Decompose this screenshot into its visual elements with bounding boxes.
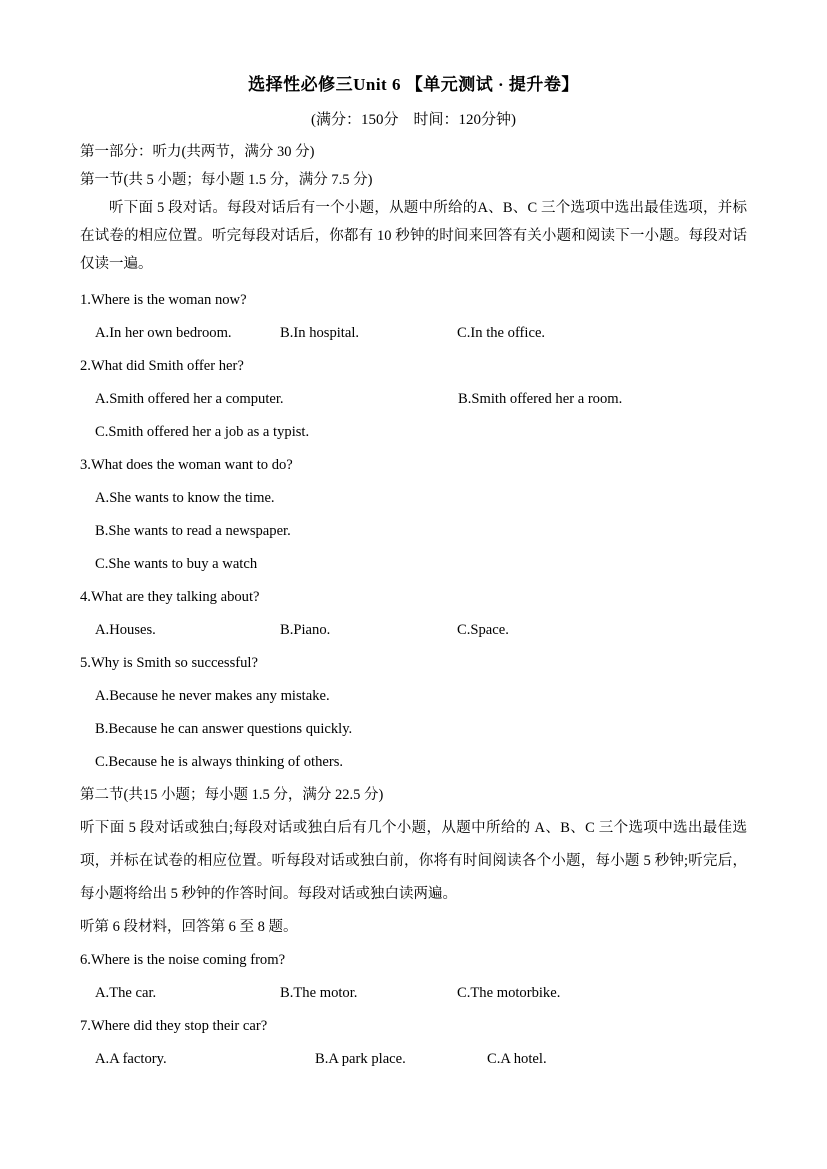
question-3-option-a-row <box>80 482 747 515</box>
question-4 <box>80 581 747 647</box>
question-4-option-c: C.Space. <box>457 622 509 638</box>
question-7-options <box>80 1043 747 1076</box>
question-7-text: 7.Where did they stop their car? <box>80 1018 268 1034</box>
question-2-text: 2.What did Smith offer her? <box>80 358 244 374</box>
section2-instructions: 听下面 5 段对话或独白;每段对话或独白后有几个小题，从题中所给的 A、B、C 三个选项中选出最佳选项，并标在试卷的相应位置。听每段对话或独白前，你将有时间阅读各个小题，每小题 5 秒钟;听完后，每小题将给出 5 秒钟的作答时间。每段对话或独白读两遍。 <box>80 820 747 902</box>
doc-title: 选择性必修三Unit 6 【单元测试 · 提升卷】 <box>248 75 579 94</box>
section1-header: 第一节(共 5 小题；每小题 1.5 分，满分 7.5 分) <box>80 172 373 188</box>
question-1-text: 1.Where is the woman now? <box>80 292 247 308</box>
question-3-option-c-row <box>80 548 747 581</box>
question-3-option-a: A.She wants to know the time. <box>95 490 275 506</box>
question-4-options <box>80 614 747 647</box>
question-6 <box>80 944 747 1010</box>
question-1 <box>80 284 747 350</box>
question-4-text: 4.What are they talking about? <box>80 589 260 605</box>
question-5-text: 5.Why is Smith so successful? <box>80 655 258 671</box>
question-6-option-b: B.The motor. <box>280 985 358 1001</box>
question-5-option-b-row <box>80 713 747 746</box>
question-2-option-b: B.Smith offered her a room. <box>458 391 623 407</box>
question-5-option-a-row <box>80 680 747 713</box>
question-2 <box>80 350 747 449</box>
section2-header: 第二节(共15 小题；每小题 1.5 分，满分 22.5 分) <box>80 787 384 803</box>
question-5-option-c: C.Because he is always thinking of others. <box>95 754 344 770</box>
question-4-option-a: A.Houses. <box>95 622 156 638</box>
question-7 <box>80 1010 747 1076</box>
question-2-options-row1 <box>80 383 747 416</box>
question-2-option-a: A.Smith offered her a computer. <box>95 391 284 407</box>
question-4-option-b: B.Piano. <box>280 622 331 638</box>
question-5-option-c-row <box>80 746 747 779</box>
question-1-options <box>80 317 747 350</box>
question-1-option-b: B.In hospital. <box>280 325 360 341</box>
question-7-option-b: B.A park place. <box>315 1051 406 1067</box>
question-7-option-a: A.A factory. <box>95 1051 167 1067</box>
question-6-option-a: A.The car. <box>95 985 157 1001</box>
question-3-option-b: B.She wants to read a newspaper. <box>95 523 291 539</box>
question-5-option-a: A.Because he never makes any mistake. <box>95 688 330 704</box>
question-7-option-c: C.A hotel. <box>487 1051 547 1067</box>
question-1-option-a: A.In her own bedroom. <box>95 325 232 341</box>
question-3-option-c: C.She wants to buy a watch <box>95 556 258 572</box>
section1-instructions: 听下面 5 段对话。每段对话后有一个小题，从题中所给的A、B、C 三个选项中选出最佳选项，并标在试卷的相应位置。听完每段对话后，你都有 10 秒钟的时间来回答有关小题和阅读下一小题。每段对话仅读一遍。 <box>80 200 747 272</box>
question-1-option-c: C.In the office. <box>457 325 546 341</box>
question-2-option-c: C.Smith offered her a job as a typist. <box>95 424 310 440</box>
part1-header: 第一部分：听力(共两节，满分 30 分) <box>80 144 315 160</box>
question-2-options-row2 <box>80 416 747 449</box>
question-3-text: 3.What does the woman want to do? <box>80 457 293 473</box>
question-6-text: 6.Where is the noise coming from? <box>80 952 286 968</box>
material-note: 听第 6 段材料，回答第 6 至 8 题。 <box>80 919 298 935</box>
question-6-option-c: C.The motorbike. <box>457 985 561 1001</box>
question-3 <box>80 449 747 581</box>
doc-subtitle: (满分：150分 时间：120分钟) <box>311 112 516 128</box>
question-5 <box>80 647 747 779</box>
question-3-option-b-row <box>80 515 747 548</box>
question-5-option-b: B.Because he can answer questions quickly. <box>95 721 353 737</box>
question-6-options <box>80 977 747 1010</box>
